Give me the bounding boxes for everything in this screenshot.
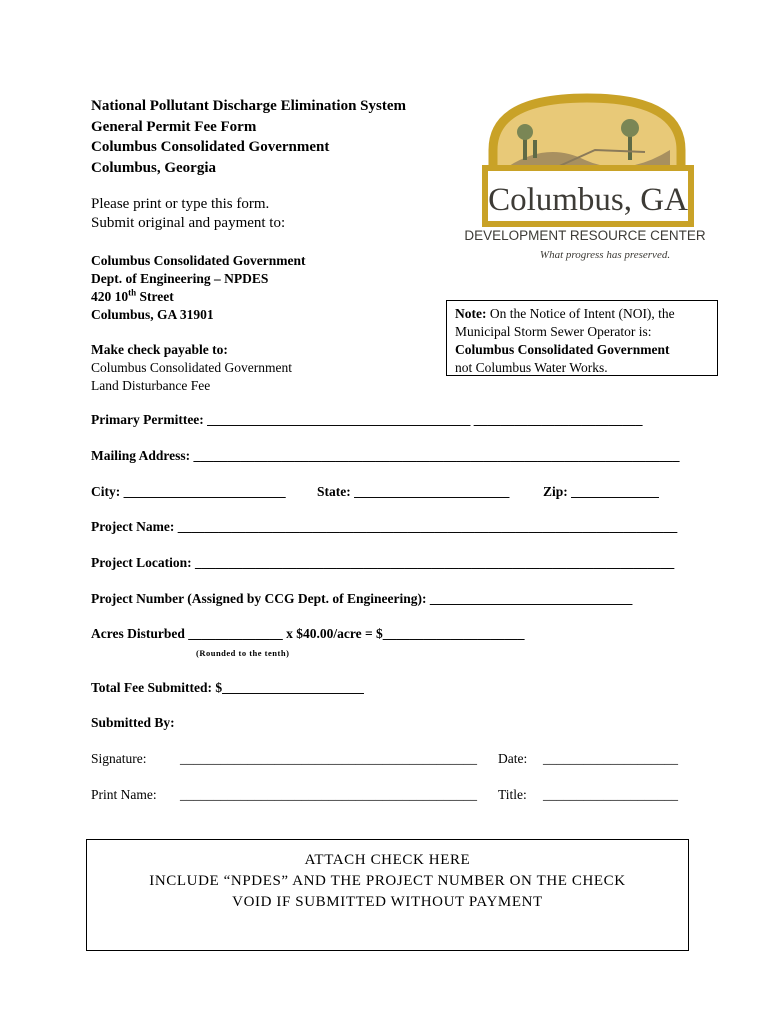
note-tail: not Columbus Water Works. xyxy=(455,360,608,375)
address-org: Columbus Consolidated Government xyxy=(91,253,306,268)
state-field[interactable]: State: _______________________ xyxy=(317,484,510,499)
primary-permittee-field[interactable]: Primary Permittee: _______________________________________ _________________________ xyxy=(91,412,643,427)
mailing-address-field[interactable]: Mailing Address: ________________________________________________________________________ xyxy=(91,448,680,463)
logo-tagline: What progress has preserved. xyxy=(539,249,671,261)
street-number: 420 10 xyxy=(91,289,129,304)
payment-label: Make check payable to: xyxy=(91,342,228,357)
address-city: Columbus, GA 31901 xyxy=(91,307,214,322)
check-line-1: ATTACH CHECK HERE xyxy=(304,852,471,868)
address-dept: Dept. of Engineering – NPDES xyxy=(91,271,269,286)
instructions xyxy=(91,195,285,233)
note-bold-text: Columbus Consolidated Government xyxy=(455,342,670,357)
logo-subtitle: DEVELOPMENT RESOURCE CENTER xyxy=(464,228,706,243)
street-name: Street xyxy=(136,289,174,304)
attach-check-box xyxy=(86,839,689,951)
zip-field[interactable]: Zip: _____________ xyxy=(543,484,659,499)
print-name-line[interactable]: ____________________________________________ xyxy=(180,787,477,802)
address-street xyxy=(91,288,306,306)
signature-line[interactable]: ____________________________________________ xyxy=(180,751,477,766)
print-name-label: Print Name: xyxy=(91,787,157,802)
title-label: Title: xyxy=(498,787,527,802)
note-label: Note: xyxy=(455,306,487,321)
title-line-4: Columbus, Georgia xyxy=(91,159,217,176)
title-line[interactable]: ____________________ xyxy=(543,787,678,802)
check-line-2: INCLUDE “NPDES” AND THE PROJECT NUMBER ON THE CHECK xyxy=(149,873,626,889)
city-field[interactable]: City: ________________________ xyxy=(91,484,286,499)
title-line-3: Columbus Consolidated Government xyxy=(91,139,330,155)
date-line[interactable]: ____________________ xyxy=(543,751,678,766)
note-box xyxy=(446,300,718,376)
signature-label: Signature: xyxy=(91,751,147,766)
acres-disturbed-field[interactable]: Acres Disturbed ______________ x $40.00/acre = $_____________________ xyxy=(91,626,525,641)
instruction-line-1: Please print or type this form. xyxy=(91,196,270,212)
submitted-by-heading: Submitted By: xyxy=(91,715,175,730)
title-line-2: General Permit Fee Form xyxy=(91,118,257,135)
project-name-field[interactable]: Project Name: __________________________________________________________________________ xyxy=(91,519,678,534)
title-line-1: National Pollutant Discharge Elimination System xyxy=(91,98,407,114)
columbus-logo xyxy=(455,90,720,262)
street-suffix: th xyxy=(128,287,137,298)
total-fee-field[interactable]: Total Fee Submitted: $_____________________ xyxy=(91,680,364,695)
acres-rounding-note: (Rounded to the tenth) xyxy=(196,648,290,658)
project-location-field[interactable]: Project Location: _______________________________________________________________________ xyxy=(91,555,675,570)
date-label: Date: xyxy=(498,751,528,766)
instruction-line-2: Submit original and payment to: xyxy=(91,215,286,231)
logo-name: Columbus, GA xyxy=(488,182,688,218)
payment-fee: Land Disturbance Fee xyxy=(91,378,211,393)
payment-block xyxy=(91,341,292,395)
note-text: On the Notice of Intent (NOI), the Municipal Storm Sewer Operator is: xyxy=(455,306,675,339)
form-title xyxy=(91,96,406,178)
mailing-address-block xyxy=(91,252,306,324)
payment-payee: Columbus Consolidated Government xyxy=(91,360,292,375)
check-line-3: VOID IF SUBMITTED WITHOUT PAYMENT xyxy=(232,894,543,910)
project-number-field[interactable]: Project Number (Assigned by CCG Dept. of Engineering): ______________________________ xyxy=(91,591,633,606)
